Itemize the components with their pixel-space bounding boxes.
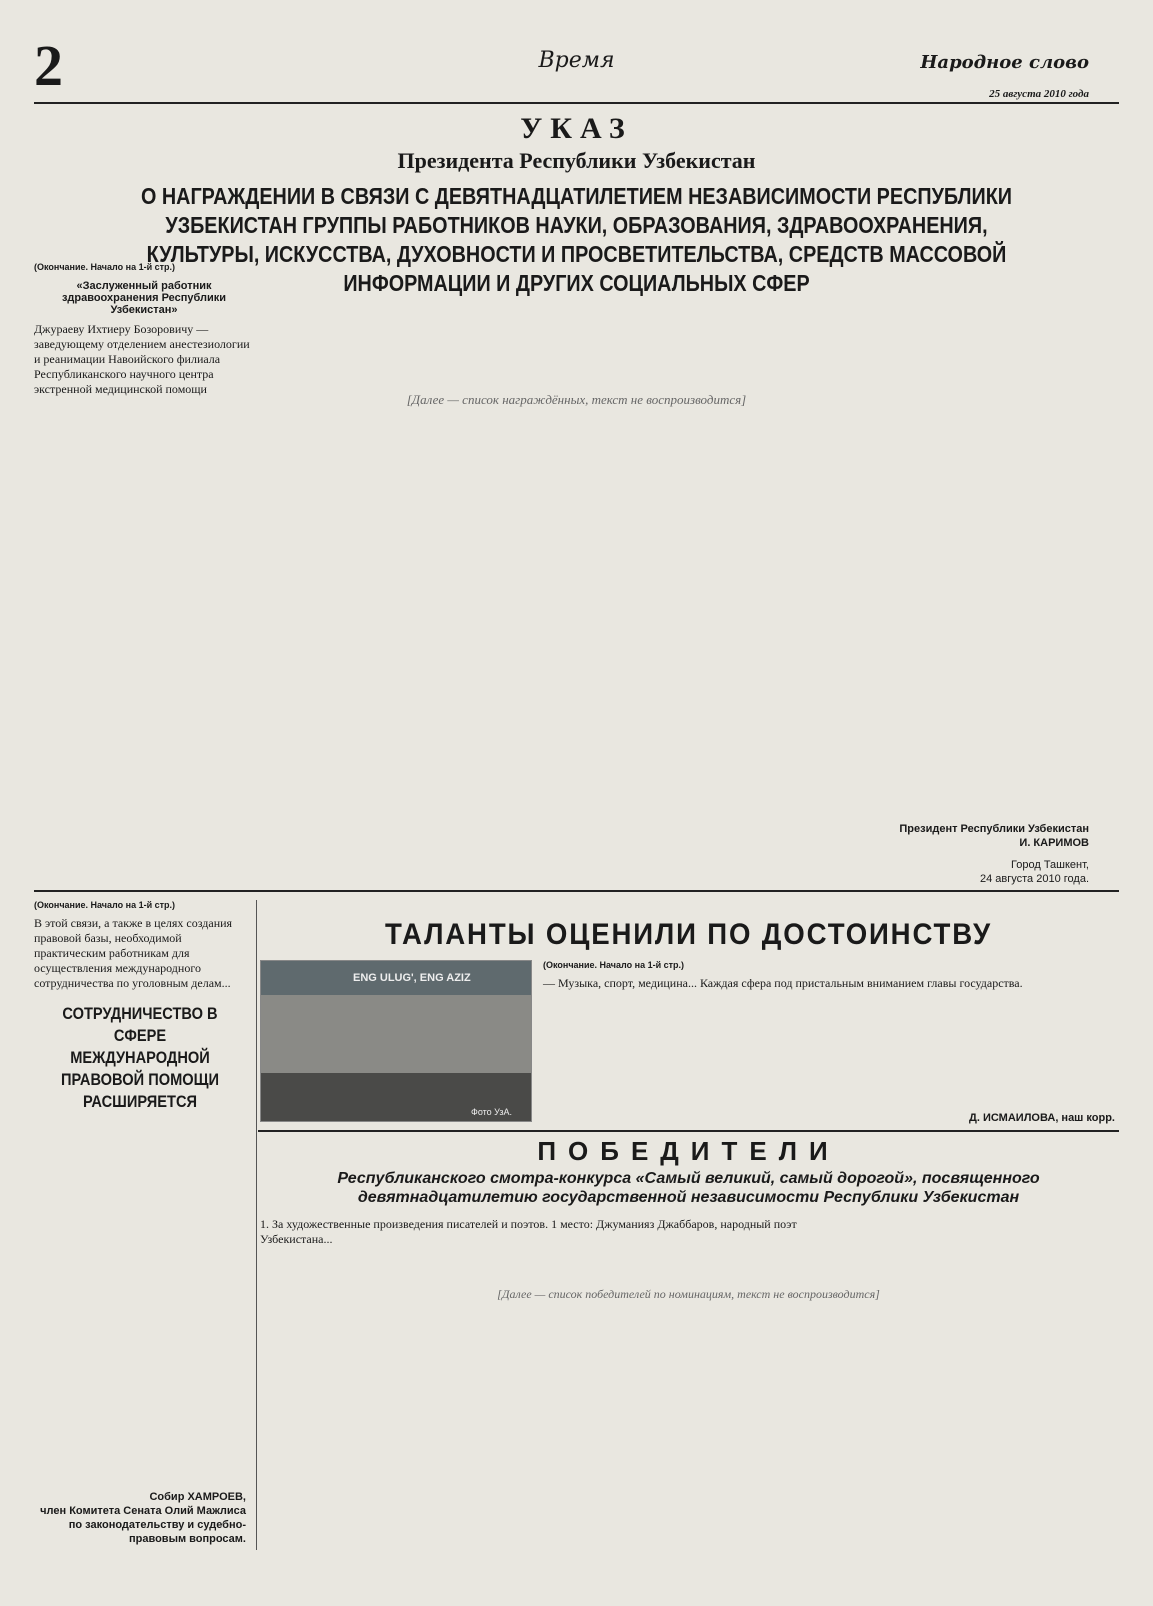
place-date: 24 августа 2010 года.	[980, 873, 1089, 885]
place: Город Ташкент,	[1011, 859, 1089, 871]
talents-headline: ТАЛАНТЫ ОЦЕНИЛИ ПО ДОСТОИНСТВУ	[385, 918, 992, 951]
award-title: «Заслуженный работник здравоохранения Республики Узбекистан»	[61, 280, 227, 316]
legal-article	[34, 900, 257, 1550]
winners-excerpt: 1. За художественные произведения писателей и поэтов. 1 место: Джуманияз Джаббаров, народный поэт Узбекистана...	[260, 1217, 797, 1246]
signature-title: Президент Республики Узбекистан	[899, 823, 1089, 835]
ceremony-photo	[260, 960, 532, 1122]
talents-text	[543, 960, 1113, 991]
article-excerpt: В этой связи, а также в целях создания правовой базы, необходимой практическим работникам для осуществления международного сотрудничества по уголовным делам...	[34, 916, 233, 990]
decree-kind: УКАЗ	[520, 112, 633, 145]
photo-credit: Фото УзА.	[471, 1107, 513, 1117]
decree-excerpt: Джураеву Ихтиеру Бозоровичу — заведующему отделением анестезиологии и реанимации Навоийского филиала Республиканского научного центра экстренной медицинской помощи	[34, 322, 250, 396]
winners-headline: ПОБЕДИТЕЛИ	[537, 1136, 840, 1166]
author-role: член Комитета Сената Олий Мажлиса по законодательству и судебно-правовым вопросам.	[40, 1505, 246, 1545]
decree-issuer: Президента Республики Узбекистан	[397, 148, 756, 173]
decree-signature	[899, 822, 1089, 850]
winners-subtitle: Республиканского смотра-конкурса «Самый великий, самый дорогой», посвященного девятнадцатилетию государственной независимости Республики Узбекистан	[337, 1170, 1040, 1206]
winners-section	[258, 1136, 1119, 1550]
decree-place	[980, 858, 1089, 886]
decree-headline: О НАГРАЖДЕНИИ В СВЯЗИ С ДЕВЯТНАДЦАТИЛЕТИЕМ НЕЗАВИСИМОСТИ РЕСПУБЛИКИ УЗБЕКИСТАН ГРУППЫ РАБОТНИКОВ НАУКИ, ОБРАЗОВАНИЯ, ЗДРАВООХРАНЕНИЯ, КУЛЬТУРЫ, ИСКУССТВА, ДУХОВНОСТИ И ПРОСВЕТИТЕЛЬСТВА, СРЕДСТВ МАССОВОЙ ИНФОРМАЦИИ И ДРУГИХ СОЦИАЛЬНЫХ СФЕР	[140, 183, 1012, 296]
omitted-notice: [Далее — список победителей по номинациям, текст не воспроизводится]	[497, 1287, 880, 1301]
continued-note: (Окончание. Начало на 1-й стр.)	[34, 262, 176, 272]
signature-name: И. КАРИМОВ	[1019, 837, 1089, 849]
issue-date: 25 августа 2010 года	[989, 88, 1089, 100]
photo-banner: ENG ULUG', ENG AZIZ	[353, 972, 471, 984]
article-author	[34, 1490, 246, 1546]
talents-article	[258, 900, 1119, 1132]
talents-excerpt: — Музыка, спорт, медицина... Каждая сфера под пристальным вниманием главы государства.	[543, 976, 1023, 990]
omitted-notice: [Далее — список награждённых, текст не воспроизводится]	[406, 392, 747, 407]
talents-author: Д. ИСМАИЛОВА, наш корр.	[969, 1112, 1115, 1124]
article-headline: СОТРУДНИЧЕСТВО В СФЕРЕ МЕЖДУНАРОДНОЙ ПРАВОВОЙ ПОМОЩИ РАСШИРЯЕТСЯ	[60, 1004, 220, 1111]
continued-note: (Окончание. Начало на 1-й стр.)	[34, 900, 176, 910]
page-number: 2	[34, 33, 63, 98]
author-name: Собир ХАМРОЕВ,	[149, 1491, 246, 1503]
decree-body	[34, 262, 1119, 892]
section-title: Время	[538, 48, 615, 73]
newspaper-name: Народное слово	[920, 52, 1089, 73]
continued-note: (Окончание. Начало на 1-й стр.)	[543, 960, 685, 970]
masthead	[34, 33, 1119, 104]
